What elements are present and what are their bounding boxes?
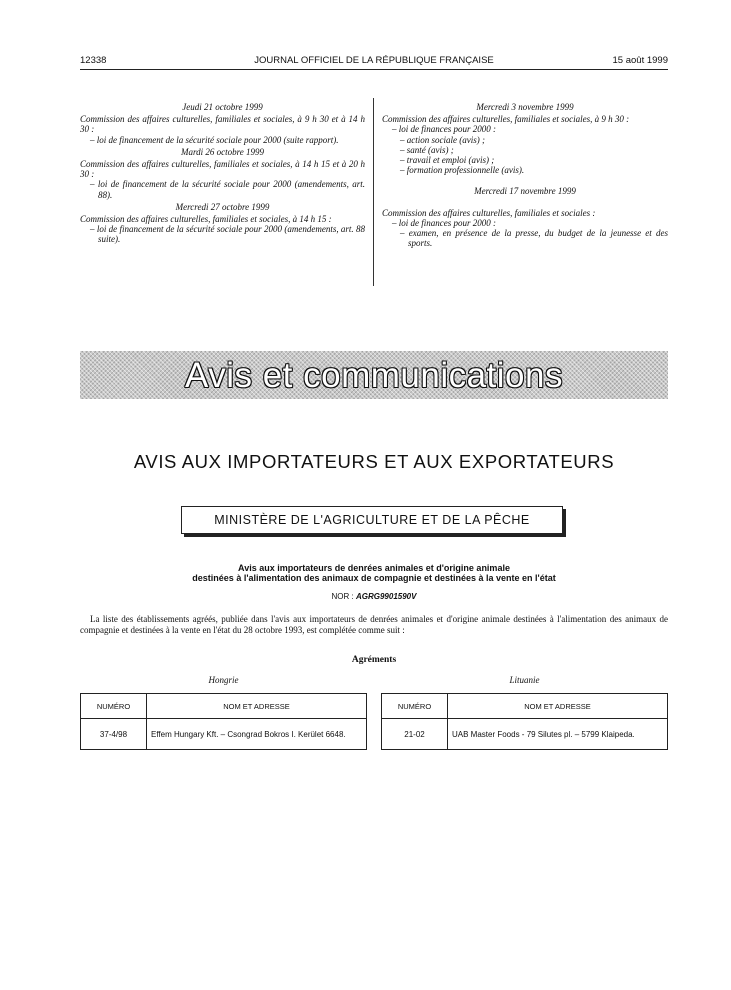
column-header-nom: NOM ET ADRESSE: [448, 694, 668, 719]
agenda-subitem: – travail et emploi (avis) ;: [400, 155, 495, 166]
commission-line: Commission des affaires culturelles, familiales et sociales, à 14 h 15 et à 20 h 30 :: [80, 159, 365, 180]
page-number: 12338: [80, 55, 107, 66]
agenda-subitem: – examen, en présence de la presse, du budget de la jeunesse et des sports.: [400, 228, 668, 249]
commission-line: Commission des affaires culturelles, familiales et sociales, à 9 h 30 :: [382, 114, 630, 125]
page-header: [80, 55, 668, 69]
agenda-item: – loi de financement de la sécurité sociale pour 2000 (suite rapport).: [90, 134, 339, 145]
agenda-item: – loi de financement de la sécurité sociale pour 2000 (amendements, art. 88 suite).: [90, 224, 365, 245]
cell-numero: 21-02: [382, 719, 448, 750]
day-heading: Mercredi 27 octobre 1999: [175, 201, 270, 212]
table-row: [81, 719, 367, 750]
nor-code: AGRG9901590V: [355, 592, 417, 601]
cell-nom-adresse: Effem Hungary Kft. – Csongrad Bokros I. Kerület 6648.: [147, 719, 367, 750]
notice-title: [80, 563, 668, 583]
notice-title-line: Avis aux importateurs de denrées animales et d'origine animale: [238, 563, 510, 573]
column-header-numero: NUMÉRO: [81, 694, 147, 719]
agrements-heading: Agréments: [351, 655, 397, 665]
table-row: [382, 719, 668, 750]
column-divider: [373, 98, 374, 286]
left-column: [80, 100, 365, 245]
agenda-subitem: – santé (avis) ;: [400, 144, 454, 155]
day-heading: Jeudi 21 octobre 1999: [182, 102, 263, 112]
day-heading: Mercredi 17 novembre 1999: [474, 186, 576, 197]
agrement-table-lituanie: [381, 693, 668, 750]
commission-line: Commission des affaires culturelles, familiales et sociales :: [382, 207, 596, 218]
agenda-item: – loi de finances pour 2000 :: [392, 217, 496, 228]
journal-title: JOURNAL OFFICIEL DE LA RÉPUBLIQUE FRANÇAISE: [254, 55, 494, 66]
right-column: [382, 100, 668, 248]
nor-reference: [80, 592, 668, 601]
cell-nom-adresse: UAB Master Foods - 79 Silutes pl. – 5799 Klaipeda.: [448, 719, 668, 750]
issue-date: 15 août 1999: [612, 55, 668, 66]
notice-intro: La liste des établissements agréés, publiée dans l'avis aux importateurs de denrées animales et d'origine animale destinées à l'alimentation des animaux de compagnie et destinées à la vente en l'état du 28 octobre 1993, est complétée comme suit :: [80, 614, 668, 635]
nor-label: NOR :: [331, 592, 354, 601]
agenda-item: – loi de finances pour 2000 :: [392, 124, 496, 135]
day-heading: Mardi 26 octobre 1999: [180, 146, 265, 157]
table-header-row: [382, 694, 668, 719]
country-label-hongrie: Hongrie: [208, 675, 239, 685]
agenda-subitem: – action sociale (avis) ;: [400, 134, 485, 145]
header-rule: [80, 69, 668, 70]
commission-line: Commission des affaires culturelles, familiales et sociales, à 9 h 30 et à 14 h 30 :: [80, 114, 365, 135]
commission-line: Commission des affaires culturelles, familiales et sociales, à 14 h 15 :: [80, 214, 332, 225]
agenda-item: – loi de financement de la sécurité sociale pour 2000 (amendements, art. 88).: [90, 179, 365, 200]
column-header-nom: NOM ET ADRESSE: [147, 694, 367, 719]
agrement-table-hongrie: [80, 693, 367, 750]
day-heading: Mercredi 3 novembre 1999: [476, 102, 574, 112]
ministry-name: MINISTÈRE DE L'AGRICULTURE ET DE LA PÊCHE: [214, 513, 530, 527]
table-header-row: [81, 694, 367, 719]
banner-title: Avis et communications: [184, 356, 563, 395]
section-title: AVIS AUX IMPORTATEURS ET AUX EXPORTATEURS: [133, 451, 615, 472]
agenda-subitem: – formation professionnelle (avis).: [400, 165, 525, 176]
column-header-numero: NUMÉRO: [382, 694, 448, 719]
ministry-box: [181, 506, 563, 534]
cell-numero: 37-4/98: [81, 719, 147, 750]
notice-title-line: destinées à l'alimentation des animaux de compagnie et destinées à la vente en l'état: [192, 573, 556, 583]
country-label-lituanie: Lituanie: [509, 675, 540, 685]
